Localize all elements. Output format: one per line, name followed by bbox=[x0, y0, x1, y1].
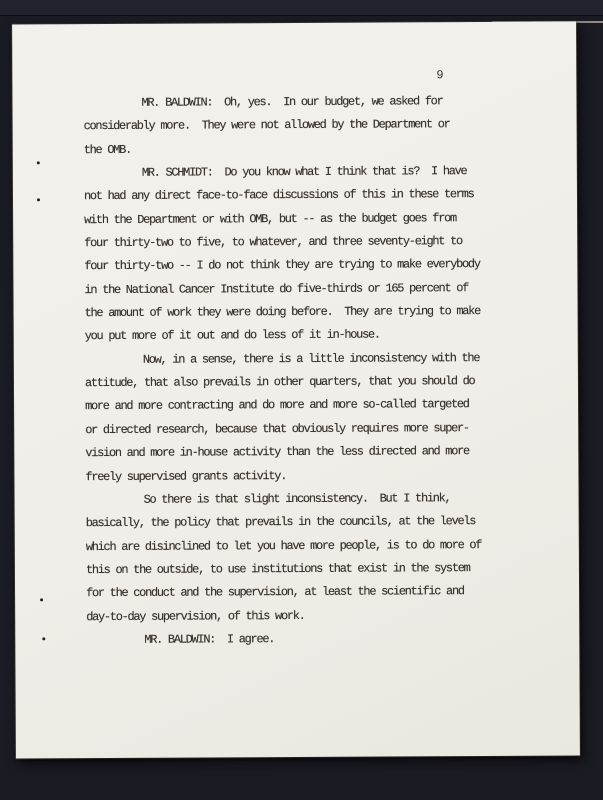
typed-line: not had any direct face-to-face discussions of this in these terms bbox=[83, 187, 474, 204]
backdrop-top-strip bbox=[0, 0, 603, 16]
margin-ink-dot bbox=[37, 198, 40, 201]
margin-ink-dot bbox=[42, 637, 45, 640]
typed-line: basically, the policy that prevails in the councils, at the levels bbox=[85, 514, 476, 531]
page-number: 9 bbox=[436, 68, 443, 83]
typed-line: considerably more. They were not allowed by the Department or bbox=[83, 117, 450, 134]
typed-line: you put more of it out and do less of it in-house. bbox=[84, 327, 380, 344]
typed-line: So there is that slight inconsistency. But I think, bbox=[143, 491, 451, 507]
typed-line: attitude, that also prevails in other quarters, that you should do bbox=[84, 374, 475, 391]
scanned-page bbox=[12, 22, 580, 759]
typed-line: in the National Cancer Institute do five-thirds or 165 percent of bbox=[84, 280, 469, 297]
typed-line: the amount of work they were doing before. They are trying to make bbox=[84, 304, 481, 321]
margin-ink-dot bbox=[37, 161, 40, 164]
typed-line: with the Department or with OMB, but -- as the budget goes from bbox=[84, 210, 456, 227]
typed-line: freely supervised grants activity. bbox=[85, 468, 287, 484]
typed-line: for the conduct and the supervision, at least the scientific and bbox=[86, 584, 464, 601]
typed-line: day-to-day supervision, of this work. bbox=[86, 608, 305, 624]
typed-line: vision and more in-house activity than the less directed and more bbox=[85, 444, 469, 461]
typed-line: four thirty-two -- I do not think they are trying to make everybody bbox=[84, 257, 480, 274]
typed-line: MR. SCHMIDT: Do you know what I think that is? I have bbox=[141, 164, 467, 180]
typed-line: or directed research, because that obviously requires more super- bbox=[85, 420, 469, 437]
typed-line: which are disinclined to let you have more people, is to do more of bbox=[85, 537, 482, 554]
typed-line: Now, in a sense, there is a little inconsistency with the bbox=[142, 350, 480, 367]
typed-line: MR. BALDWIN: Oh, yes. In our budget, we asked for bbox=[141, 94, 443, 110]
typed-line: more and more contracting and do more and more so-called targeted bbox=[85, 397, 469, 414]
margin-ink-dot bbox=[40, 598, 43, 601]
typed-line: four thirty-two to five, to whatever, and three seventy-eight to bbox=[84, 234, 462, 251]
typed-line: MR. BALDWIN: I agree. bbox=[144, 632, 275, 647]
typed-lines bbox=[83, 90, 516, 652]
typed-line: the OMB. bbox=[83, 142, 131, 157]
typed-line: this on the outside, to use institutions that exist in the system bbox=[85, 560, 470, 577]
